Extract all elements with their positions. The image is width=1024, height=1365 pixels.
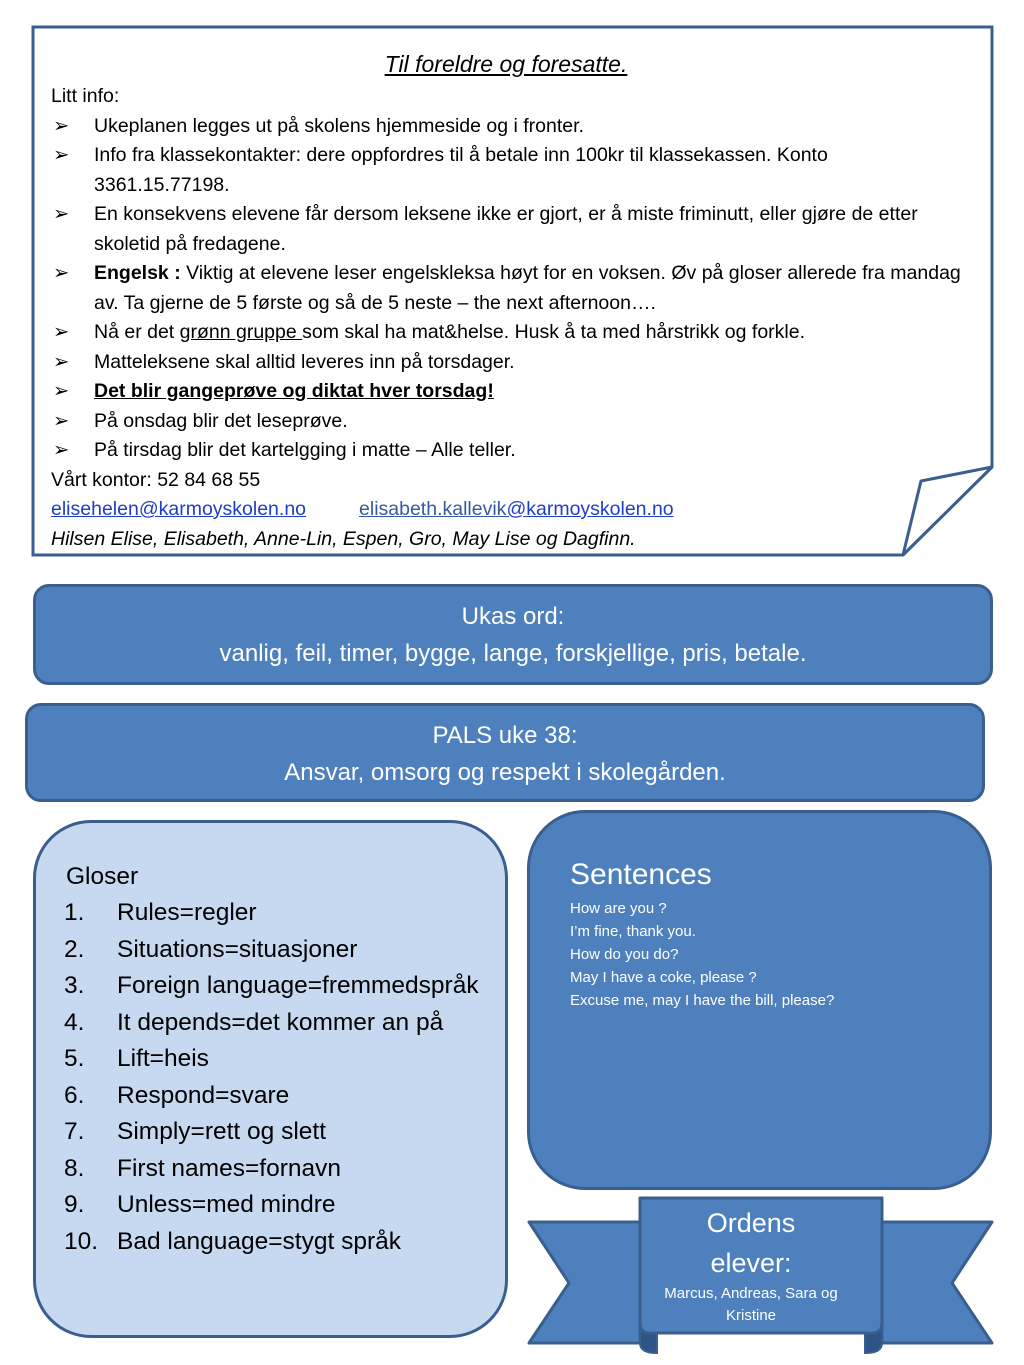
list-item: ➢ Ukeplanen legges ut på skolens hjemmeside og i fronter. xyxy=(51,112,961,142)
vocabulary-title: Gloser xyxy=(66,863,139,890)
arrow-bullet-icon: ➢ xyxy=(53,262,70,284)
note-title: Til foreldre og foresatte. xyxy=(384,51,628,77)
list-item: 8. First names=fornavn xyxy=(64,1154,341,1182)
signature: Hilsen Elise, Elisabeth, Anne-Lin, Espen, Gro, May Lise og Dagfinn. xyxy=(51,527,636,550)
list-item-english: ➢ Engelsk : Viktig at elevene leser engelskleksa høyt for en voksen. Øv på gloser allerede fra mandag av. Ta gjerne de 5 første og så de 5 neste – the next afternoon…. xyxy=(51,259,961,318)
important-notice: Det blir gangeprøve og diktat hver torsdag! xyxy=(94,380,494,402)
weekly-words-title: Ukas ord: xyxy=(461,603,565,630)
arrow-bullet-icon: ➢ xyxy=(53,350,70,373)
email-link-elisehelen[interactable]: elisehelen@karmoyskolen.no xyxy=(51,498,307,520)
duty-names: Marcus, Andreas, Sara og Kristine xyxy=(664,1285,838,1324)
sentences-title: Sentences xyxy=(570,858,712,891)
note-intro: Litt info: xyxy=(51,85,120,107)
arrow-bullet-icon: ➢ xyxy=(53,144,70,166)
info-list xyxy=(51,112,961,466)
sentences-box xyxy=(527,810,992,1190)
list-item: ➢ På tirsdag blir det kartelgging i matte – Alle teller. xyxy=(51,436,961,466)
sentences-list xyxy=(570,897,834,1012)
email-link-elisabeth[interactable]: elisabeth.kallevik@karmoyskolen.no xyxy=(359,498,674,520)
list-item: 1. Rules=regler xyxy=(64,899,257,926)
duty-title-line2: elever: xyxy=(710,1248,792,1278)
arrow-bullet-icon: ➢ xyxy=(53,380,70,402)
sentence-line: How are you ? xyxy=(570,900,667,917)
group-name: grønn gruppe xyxy=(179,321,303,343)
list-item: 7. Simply=rett og slett xyxy=(64,1118,327,1145)
list-item: ➢ Matteleksene skal alltid leveres inn på torsdager. xyxy=(51,348,961,378)
list-item-important xyxy=(51,377,961,407)
email-row xyxy=(51,495,961,525)
weekly-words-box xyxy=(33,584,993,685)
office-phone: Vårt kontor: 52 84 68 55 xyxy=(51,468,261,491)
list-item: 10. Bad language=stygt språk xyxy=(64,1227,401,1255)
pals-title: PALS uke 38: xyxy=(432,722,578,749)
arrow-bullet-icon: ➢ xyxy=(53,439,70,461)
english-label: Engelsk : xyxy=(94,262,181,284)
duty-title-line1: Ordens xyxy=(706,1208,796,1238)
arrow-bullet-icon: ➢ xyxy=(53,203,70,225)
sentence-line: May I have a coke, please ? xyxy=(570,969,757,986)
list-item: 6. Respond=svare xyxy=(64,1081,290,1109)
list-item: ➢ Info fra klassekontakter: dere oppfordres til å betale inn 100kr til klassekassen. Konto 3361.15.77198. xyxy=(51,141,961,200)
list-item: 4. It depends=det kommer an på xyxy=(64,1008,444,1036)
list-item: ➢ En konsekvens elevene får dersom leksene ikke er gjort, er å miste friminutt, eller gjøre de etter skoletid på fredagene. xyxy=(51,200,961,259)
pals-text: Ansvar, omsorg og respekt i skolegården. xyxy=(284,759,726,786)
arrow-bullet-icon: ➢ xyxy=(53,114,70,137)
sentence-line: How do you do? xyxy=(570,946,679,963)
vocabulary-box xyxy=(33,820,508,1338)
list-item: ➢ På onsdag blir det leseprøve. xyxy=(51,407,961,437)
weekly-words-list: vanlig, feil, timer, bygge, lange, forskjellige, pris, betale. xyxy=(219,640,807,667)
arrow-bullet-icon: ➢ xyxy=(53,409,70,432)
sentence-line: Excuse me, may I have the bill, please? xyxy=(570,992,835,1009)
list-item: 5. Lift=heis xyxy=(64,1045,209,1072)
parent-info-note xyxy=(51,48,961,554)
list-item: 3. Foreign language=fremmedspråk xyxy=(64,972,479,999)
list-item: 9. Unless=med mindre xyxy=(64,1191,336,1218)
list-item: 2. Situations=situasjoner xyxy=(64,935,358,963)
list-item-group: ➢ Nå er det grønn gruppe som skal ha mat&helse. Husk å ta med hårstrikk og forkle. xyxy=(51,318,961,348)
vocabulary-list xyxy=(62,895,482,1260)
pals-box xyxy=(25,703,985,802)
sentence-line: I’m fine, thank you. xyxy=(570,923,696,940)
duty-students xyxy=(640,1203,862,1327)
arrow-bullet-icon: ➢ xyxy=(53,321,70,343)
